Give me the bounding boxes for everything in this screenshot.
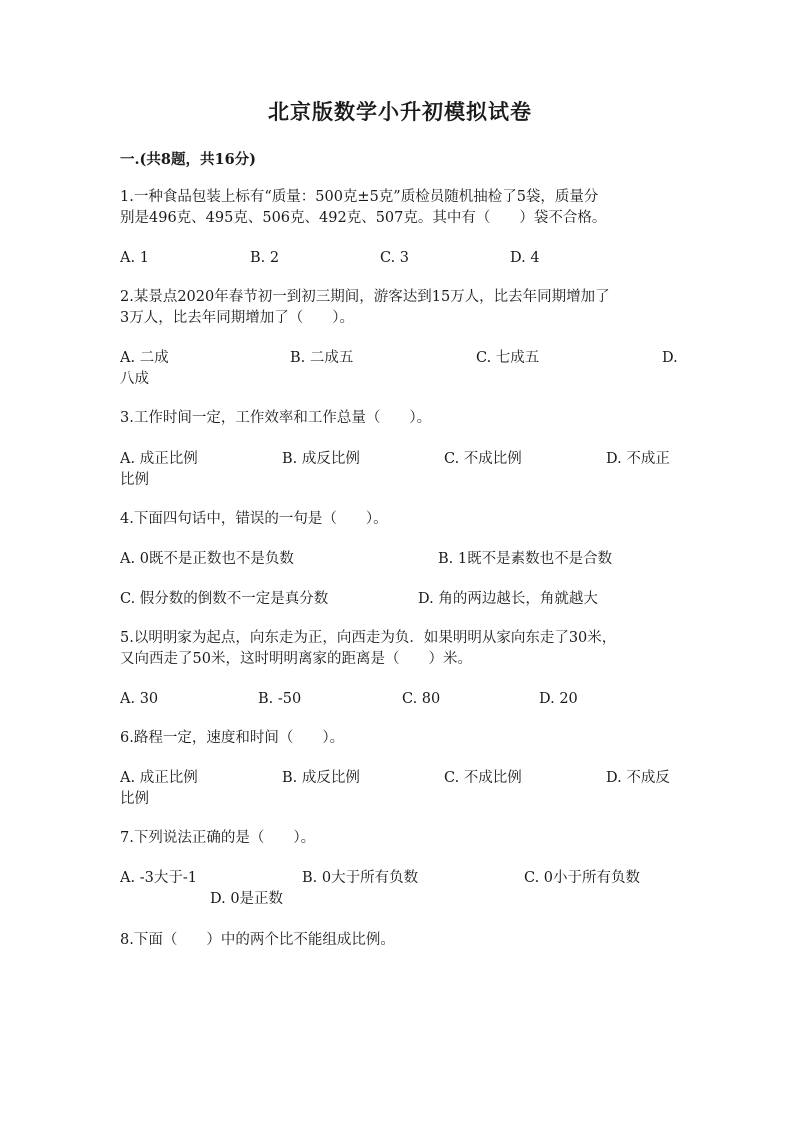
question-5-option-c: C. 80	[402, 691, 441, 707]
question-5-option-d: D. 20	[539, 691, 578, 707]
question-1-option-b: B. 2	[250, 250, 280, 266]
question-8-line-1: 8.下面（ ）中的两个比不能组成比例。	[120, 932, 395, 948]
question-5-line-2: 又向西走了50米，这时明明离家的距离是（ ）米。	[120, 651, 472, 667]
question-6-option-d: D. 不成反	[606, 770, 670, 786]
question-3-option-d-wrap: 比例	[120, 472, 149, 488]
question-6-option-b: B. 成反比例	[282, 770, 360, 786]
question-7	[120, 828, 685, 849]
question-1-option-a: A. 1	[120, 250, 149, 266]
question-3	[120, 408, 685, 429]
question-6	[120, 728, 685, 749]
question-3-option-a: A. 成正比例	[120, 451, 198, 467]
question-7-line-1: 7.下列说法正确的是（ ）。	[120, 830, 316, 846]
question-6-line-1: 6.路程一定，速度和时间（ ）。	[120, 730, 345, 746]
section-heading: 一.(共8题，共16分)	[120, 151, 257, 168]
question-4-line-1: 4.下面四句话中，错误的一句是（ ）。	[120, 511, 388, 527]
question-4	[120, 509, 685, 530]
question-7-option-d: D. 0是正数	[210, 891, 284, 907]
question-3-line-1: 3.工作时间一定，工作效率和工作总量（ ）。	[120, 410, 432, 426]
question-1-line-1: 1.一种食品包装上标有“质量：500克±5克”质检员随机抽检了5袋，质量分	[120, 189, 599, 205]
question-3-option-c: C. 不成比例	[444, 451, 522, 467]
question-4-option-c: C. 假分数的倒数不一定是真分数	[120, 591, 329, 607]
question-2-option-a: A. 二成	[120, 350, 169, 366]
question-4-option-a: A. 0既不是正数也不是负数	[120, 551, 294, 567]
question-2-line-2: 3万人，比去年同期增加了（ ）。	[120, 310, 354, 326]
page-title: 北京版数学小升初模拟试卷	[268, 99, 532, 124]
question-6-option-c: C. 不成比例	[444, 770, 522, 786]
question-2-option-d-wrap: 八成	[120, 371, 149, 387]
question-4-option-b: B. 1既不是素数也不是合数	[438, 551, 613, 567]
question-2-option-b: B. 二成五	[290, 350, 354, 366]
question-1-option-d: D. 4	[510, 250, 540, 266]
question-2-option-c: C. 七成五	[476, 350, 540, 366]
question-6-option-a: A. 成正比例	[120, 770, 198, 786]
question-5-option-b: B. -50	[258, 691, 302, 707]
question-2-option-d: D.	[662, 350, 678, 366]
question-7-option-b: B. 0大于所有负数	[302, 870, 419, 886]
question-4-option-d: D. 角的两边越长，角就越大	[418, 591, 598, 607]
question-8	[120, 930, 685, 951]
question-5-option-a: A. 30	[120, 691, 159, 707]
question-6-option-d-wrap: 比例	[120, 791, 149, 807]
question-5-line-1: 5.以明明家为起点，向东走为正，向西走为负．如果明明从家向东走了30米，	[120, 630, 617, 646]
question-3-option-d: D. 不成正	[606, 451, 670, 467]
question-2-line-1: 2.某景点2020年春节初一到初三期间，游客达到15万人，比去年同期增加了	[120, 289, 610, 305]
question-5	[120, 628, 685, 670]
question-1-option-c: C. 3	[380, 250, 410, 266]
question-2	[120, 287, 685, 329]
question-3-option-b: B. 成反比例	[282, 451, 360, 467]
question-1-line-2: 别是496克、495克、506克、492克、507克。其中有（ ）袋不合格。	[120, 210, 607, 226]
question-7-option-a: A. -3大于-1	[120, 870, 197, 886]
question-1	[120, 187, 685, 229]
question-7-option-c: C. 0小于所有负数	[524, 870, 641, 886]
